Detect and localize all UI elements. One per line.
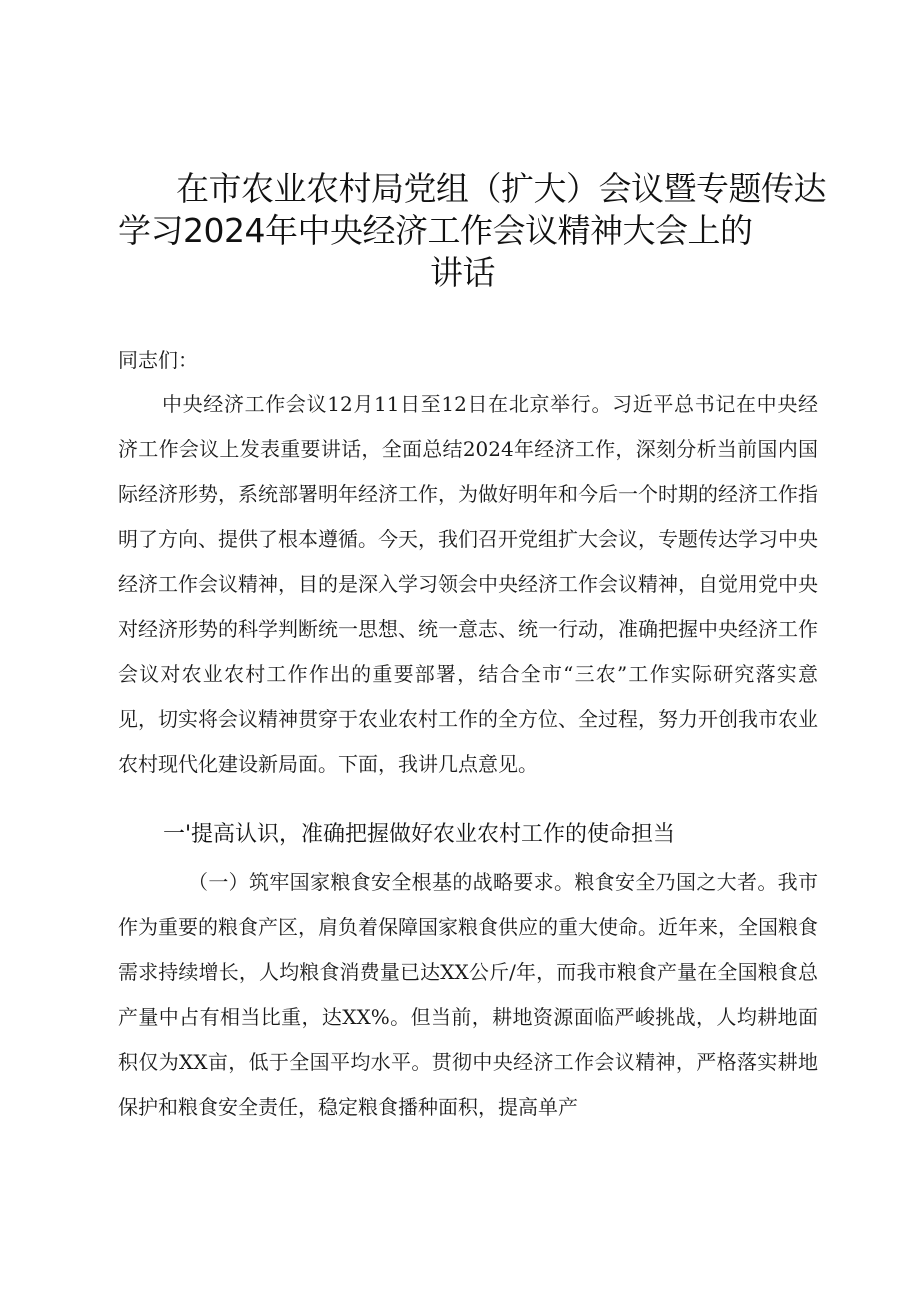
paragraph-intro: 中央经济工作会议12月11日至12日在北京举行。习近平总书记在中央经济工作会议上发表重要讲话，全面总结2024年经济工作，深刻分析当前国内国际经济形势，系统部署明年经济工作，为做好明年和今后一个时期的经济工作指明了方向、提供了根本遵循。今天，我们召开党组扩大会议，专题传达学习中央经济工作会议精神，目的是深入学习领会中央经济工作会议精神，自觉用党中央对经济形势的科学判断统一思想、统一意志、统一行动，准确把握中央经济工作会议对农业农村工作作出的重要部署，结合全市“三农”工作实际研究落实意见，切实将会议精神贯穿于农业农村工作的全方位、全过程，努力开创我市农业农村现代化建设新局面。下面，我讲几点意见。 (118, 392, 818, 776)
title-line-2: 学习2024年中央经济工作会议精神大会上的 (118, 211, 753, 250)
salutation: 同志们： (118, 348, 198, 372)
paragraph-section-1-1: （一）筑牢国家粮食安全根基的战略要求。粮食安全乃国之大者。我市作为重要的粮食产区，肩负着保障国家粮食供应的重大使命。近年来，全国粮食需求持续增长，人均粮食消费量已达XX公斤/年，而我市粮食产量在全国粮食总产量中占有相当比重，达XX%。但当前，耕地资源面临严峻挑战，人均耕地面积仅为XX亩，低于全国平均水平。贯彻中央经济工作会议精神，严格落实耕地保护和粮食安全责任，稳定粮食播种面积，提高单产 (118, 870, 818, 1119)
title-line-1: 在市农业农村局党组（扩大）会议暨专题传达 (176, 169, 826, 208)
section-heading-1: 一'提高认识，准确把握做好农业农村工作的使命担当 (163, 822, 676, 847)
title-line-3: 讲话 (430, 253, 495, 292)
document-title (118, 168, 826, 294)
